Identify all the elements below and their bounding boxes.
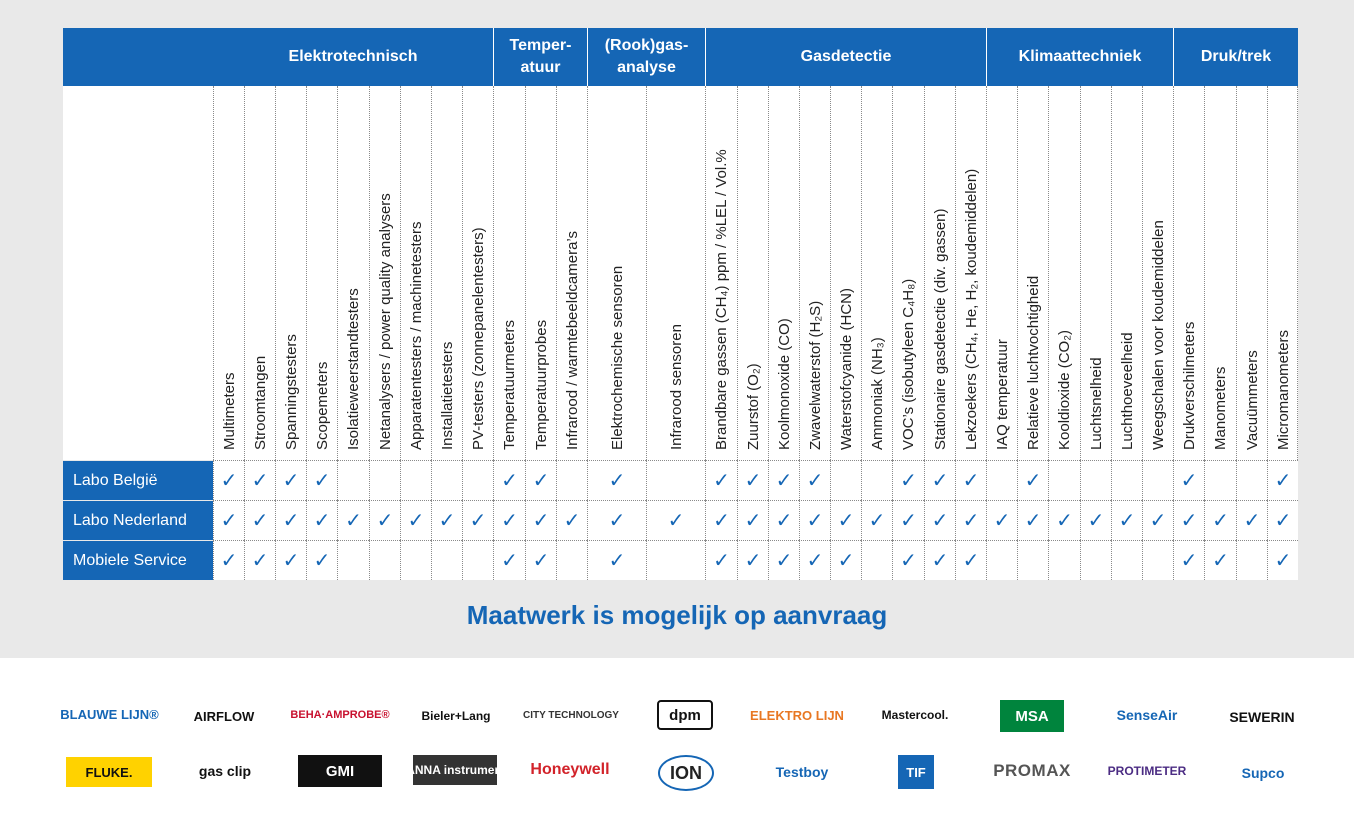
city-technology-logo: CITY TECHNOLOGY — [523, 709, 619, 721]
checkmark-icon: ✓ — [532, 510, 550, 532]
honeywell-logo: Honeywell — [530, 761, 610, 778]
category-label: Elektrotechnisch — [288, 48, 418, 65]
header-corner-white — [63, 86, 213, 460]
matrix-cell — [556, 540, 587, 580]
category-header — [986, 28, 1173, 86]
matrix-cell — [986, 460, 1017, 500]
column-label: Netanalysers / power quality analysers — [377, 193, 394, 450]
checkmark-icon: ✓ — [931, 550, 949, 572]
checkmark-icon: ✓ — [806, 470, 824, 492]
column-header — [400, 86, 431, 460]
matrix-cell — [1080, 460, 1111, 500]
checkmark-icon: ✓ — [775, 550, 793, 572]
matrix-cell — [1017, 540, 1048, 580]
checkmark-icon: ✓ — [962, 550, 980, 572]
column-label: Stationaire gasdetectie (div. gassen) — [932, 208, 949, 450]
category-label: Temper- atuur — [509, 37, 572, 76]
matrix-cell — [337, 540, 369, 580]
column-label: Installatietesters — [439, 341, 456, 450]
matrix-cell — [493, 460, 525, 500]
checkmark-icon: ✓ — [993, 510, 1011, 532]
category-header — [587, 28, 705, 86]
matrix-cell — [955, 500, 986, 540]
column-header — [892, 86, 924, 460]
checkmark-icon: ✓ — [806, 550, 824, 572]
column-header — [556, 86, 587, 460]
column-label: Relatieve luchtvochtigheid — [1025, 275, 1042, 450]
matrix-cell — [525, 460, 556, 500]
matrix-cell — [1017, 500, 1048, 540]
matrix-cell — [213, 460, 244, 500]
matrix-cell — [306, 500, 337, 540]
matrix-cell — [799, 540, 830, 580]
column-label: Isolatieweerstandtesters — [345, 288, 362, 450]
checkmark-icon: ✓ — [251, 510, 269, 532]
matrix-cell — [768, 460, 799, 500]
matrix-cell — [587, 540, 646, 580]
matrix-cell — [861, 460, 892, 500]
category-header — [1173, 28, 1298, 86]
matrix-cell — [705, 540, 737, 580]
checkmark-icon: ✓ — [931, 510, 949, 532]
matrix-cell — [462, 500, 493, 540]
gmi-logo: GMI — [298, 755, 382, 787]
checkmark-icon: ✓ — [220, 550, 238, 572]
column-header — [462, 86, 493, 460]
matrix-cell — [737, 500, 768, 540]
matrix-cell — [275, 540, 306, 580]
column-header — [861, 86, 892, 460]
sewerin-logo: SEWERIN — [1229, 709, 1295, 725]
column-header — [1236, 86, 1267, 460]
matrix-cell — [986, 500, 1017, 540]
airflow-logo: AIRFLOW — [193, 708, 255, 724]
column-header — [306, 86, 337, 460]
checkmark-icon: ✓ — [376, 510, 394, 532]
matrix-cell — [768, 500, 799, 540]
matrix-cell — [275, 500, 306, 540]
column-label: Brandbare gassen (CH₄) ppm / %LEL / Vol.% — [713, 149, 730, 450]
row-label: Labo Nederland — [63, 501, 213, 540]
column-header — [986, 86, 1017, 460]
checkmark-icon: ✓ — [1212, 510, 1229, 532]
column-label: IAQ temperatuur — [994, 339, 1011, 450]
matrix-cell — [924, 460, 955, 500]
checkmark-icon: ✓ — [1180, 550, 1198, 572]
matrix-cell — [369, 540, 400, 580]
checkmark-icon: ✓ — [713, 550, 730, 572]
ion-logo: ION — [658, 755, 714, 791]
checkmark-icon: ✓ — [313, 470, 331, 492]
matrix-cell — [525, 540, 556, 580]
checkmark-icon: ✓ — [837, 550, 855, 572]
matrix-cell — [892, 460, 924, 500]
checkmark-icon: ✓ — [931, 470, 949, 492]
column-label: Manometers — [1212, 366, 1229, 450]
matrix-cell — [369, 500, 400, 540]
checkmark-icon: ✓ — [220, 470, 238, 492]
checkmark-icon: ✓ — [1274, 470, 1292, 492]
category-label: Gasdetectie — [800, 48, 892, 65]
column-header — [1048, 86, 1080, 460]
checkmark-icon: ✓ — [667, 510, 685, 532]
column-label: Infrarood sensoren — [668, 324, 685, 450]
blauwe-lijn-logo: BLAUWE LIJN® — [60, 706, 159, 722]
column-header — [525, 86, 556, 460]
checkmark-icon: ✓ — [608, 510, 626, 532]
column-header — [244, 86, 275, 460]
column-header — [275, 86, 306, 460]
matrix-cell — [768, 540, 799, 580]
checkmark-icon: ✓ — [1212, 550, 1229, 572]
matrix-cell — [955, 540, 986, 580]
matrix-cell — [525, 500, 556, 540]
column-label: VOC’s (isobutyleen C₄H₈) — [900, 278, 917, 450]
checkmark-icon: ✓ — [1024, 510, 1042, 532]
matrix-cell — [799, 460, 830, 500]
row-label: Mobiele Service — [63, 541, 213, 580]
category-label: Klimaattechniek — [1018, 48, 1142, 65]
row-label: Labo België — [63, 461, 213, 500]
hanna-instruments-logo: HANNA instruments — [413, 755, 497, 785]
matrix-cell — [1080, 500, 1111, 540]
column-label: Lekzoekers (CH₄, He, H₂, koudemiddelen) — [963, 168, 980, 450]
matrix-cell — [737, 540, 768, 580]
column-label: Multimeters — [221, 372, 238, 450]
matrix-cell — [556, 460, 587, 500]
column-label: Luchtsnelheid — [1088, 357, 1105, 450]
category-header — [705, 28, 986, 86]
matrix-cell — [431, 540, 462, 580]
checkmark-icon: ✓ — [313, 550, 331, 572]
column-header — [493, 86, 525, 460]
matrix-cell — [705, 500, 737, 540]
category-header — [493, 28, 587, 86]
matrix-cell — [1142, 540, 1173, 580]
matrix-cell — [955, 460, 986, 500]
checkmark-icon: ✓ — [775, 470, 793, 492]
matrix-cell — [244, 540, 275, 580]
checkmark-icon: ✓ — [744, 510, 762, 532]
matrix-cell — [861, 540, 892, 580]
matrix-cell — [1204, 500, 1236, 540]
matrix-cell — [1204, 540, 1236, 580]
matrix-cell — [462, 540, 493, 580]
column-header — [705, 86, 737, 460]
matrix-cell — [213, 540, 244, 580]
column-label: Temperatuurmeters — [501, 319, 518, 450]
testboy-logo: Testboy — [775, 764, 829, 780]
column-label: Temperatuurprobes — [533, 319, 550, 450]
column-label: Waterstofcyanide (HCN) — [838, 288, 855, 450]
category-label: Druk/trek — [1200, 48, 1272, 65]
header-corner — [63, 28, 213, 86]
matrix-cell — [1236, 540, 1267, 580]
matrix-cell — [1111, 540, 1142, 580]
protimeter-logo: PROTIMETER — [1107, 764, 1187, 778]
category-header — [213, 28, 493, 86]
column-header — [1080, 86, 1111, 460]
checkmark-icon: ✓ — [868, 510, 886, 532]
checkmark-icon: ✓ — [806, 510, 824, 532]
matrix-cell — [493, 540, 525, 580]
matrix-cell — [244, 460, 275, 500]
matrix-cell — [431, 460, 462, 500]
matrix-cell — [1142, 460, 1173, 500]
matrix-cell — [587, 500, 646, 540]
matrix-cell — [924, 540, 955, 580]
brand-logos-panel — [0, 658, 1354, 827]
checkmark-icon: ✓ — [407, 510, 425, 532]
matrix-cell — [892, 540, 924, 580]
matrix-cell — [1173, 540, 1204, 580]
column-label: Vacuümmeters — [1244, 350, 1261, 450]
matrix-cell — [1173, 460, 1204, 500]
column-header — [587, 86, 646, 460]
gas-clip-logo: gas clip — [198, 763, 252, 779]
column-header — [213, 86, 244, 460]
checkmark-icon: ✓ — [1180, 470, 1198, 492]
checkmark-icon: ✓ — [438, 510, 456, 532]
matrix-cell — [861, 500, 892, 540]
checkmark-icon: ✓ — [469, 510, 487, 532]
column-label: Drukverschilmeters — [1181, 321, 1198, 450]
matrix-cell — [1080, 540, 1111, 580]
checkmark-icon: ✓ — [501, 470, 518, 492]
matrix-cell — [213, 500, 244, 540]
checkmark-icon: ✓ — [900, 550, 917, 572]
tif-logo: TIF — [898, 755, 934, 789]
matrix-cell — [1048, 460, 1080, 500]
column-label: Micromanometers — [1275, 329, 1292, 450]
matrix-cell — [400, 540, 431, 580]
column-label: Stroomtangen — [252, 355, 269, 450]
matrix-cell — [646, 540, 705, 580]
checkmark-icon: ✓ — [608, 470, 626, 492]
matrix-cell — [369, 460, 400, 500]
matrix-cell — [986, 540, 1017, 580]
matrix-cell — [400, 500, 431, 540]
matrix-cell — [830, 540, 861, 580]
checkmark-icon: ✓ — [713, 510, 730, 532]
matrix-cell — [275, 460, 306, 500]
checkmark-icon: ✓ — [1180, 510, 1198, 532]
checkmark-icon: ✓ — [563, 510, 581, 532]
matrix-cell — [1111, 500, 1142, 540]
matrix-cell — [493, 500, 525, 540]
matrix-cell — [1267, 460, 1298, 500]
checkmark-icon: ✓ — [1243, 510, 1261, 532]
column-header — [924, 86, 955, 460]
column-header — [799, 86, 830, 460]
matrix-cell — [1267, 500, 1298, 540]
checkmark-icon: ✓ — [1087, 510, 1105, 532]
column-label: Luchthoeveelheid — [1119, 332, 1136, 450]
matrix-cell — [244, 500, 275, 540]
matrix-cell — [556, 500, 587, 540]
matrix-cell — [337, 500, 369, 540]
column-header — [1017, 86, 1048, 460]
checkmark-icon: ✓ — [900, 470, 917, 492]
tagline: Maatwerk is mogelijk op aanvraag — [466, 600, 888, 630]
checkmark-icon: ✓ — [775, 510, 793, 532]
column-label: Apparatentesters / machinetesters — [408, 221, 425, 450]
column-header — [768, 86, 799, 460]
checkmark-icon: ✓ — [1274, 550, 1292, 572]
column-label: PV-testers (zonnepanelentesters) — [470, 227, 487, 450]
checkmark-icon: ✓ — [282, 550, 300, 572]
category-label: (Rook)gas- analyse — [604, 37, 689, 76]
column-label: Weegschalen voor koudemiddelen — [1150, 220, 1167, 450]
senseair-logo: SenseAir — [1116, 707, 1178, 723]
column-header — [1204, 86, 1236, 460]
matrix-cell — [1142, 500, 1173, 540]
checkmark-icon: ✓ — [837, 510, 855, 532]
checkmark-icon: ✓ — [220, 510, 238, 532]
checkmark-icon: ✓ — [313, 510, 331, 532]
checkmark-icon: ✓ — [501, 550, 518, 572]
matrix-cell — [799, 500, 830, 540]
checkmark-icon: ✓ — [1149, 510, 1167, 532]
column-label: Infrarood / warmtebeeldcamera’s — [564, 231, 581, 450]
column-label: Spanningstesters — [283, 334, 300, 450]
checkmark-icon: ✓ — [251, 470, 269, 492]
checkmark-icon: ✓ — [1274, 510, 1292, 532]
column-label: Koolmonoxide (CO) — [776, 318, 793, 450]
matrix-cell — [705, 460, 737, 500]
column-label: Scopemeters — [314, 361, 331, 450]
checkmark-icon: ✓ — [608, 550, 626, 572]
matrix-cell — [924, 500, 955, 540]
checkmark-icon: ✓ — [345, 510, 362, 532]
column-header — [1173, 86, 1204, 460]
column-header — [431, 86, 462, 460]
matrix-cell — [646, 500, 705, 540]
checkmark-icon: ✓ — [713, 470, 730, 492]
matrix-cell — [830, 500, 861, 540]
checkmark-icon: ✓ — [1024, 470, 1042, 492]
supco-logo: Supco — [1241, 765, 1285, 781]
matrix-cell — [1111, 460, 1142, 500]
mastercool-logo: Mastercool. — [881, 708, 949, 722]
column-header — [1142, 86, 1173, 460]
promax-logo: PROMAX — [993, 761, 1071, 780]
dpm-logo: dpm — [657, 700, 713, 730]
matrix-cell — [892, 500, 924, 540]
checkmark-icon: ✓ — [251, 550, 269, 572]
column-header — [955, 86, 986, 460]
matrix-cell — [1236, 460, 1267, 500]
matrix-cell — [830, 460, 861, 500]
column-label: Ammoniak (NH₃) — [869, 337, 886, 450]
matrix-cell — [1017, 460, 1048, 500]
checkmark-icon: ✓ — [1118, 510, 1136, 532]
column-header — [830, 86, 861, 460]
matrix-cell — [400, 460, 431, 500]
checkmark-icon: ✓ — [501, 510, 518, 532]
fluke-logo: FLUKE. — [66, 757, 152, 787]
checkmark-icon: ✓ — [282, 510, 300, 532]
matrix-cell — [337, 460, 369, 500]
column-label: Elektrochemische sensoren — [609, 265, 626, 450]
msa-logo: MSA — [1000, 700, 1064, 732]
column-header — [1111, 86, 1142, 460]
matrix-cell — [646, 460, 705, 500]
matrix-cell — [1267, 540, 1298, 580]
matrix-cell — [462, 460, 493, 500]
checkmark-icon: ✓ — [962, 470, 980, 492]
checkmark-icon: ✓ — [962, 510, 980, 532]
column-header — [646, 86, 705, 460]
matrix-cell — [737, 460, 768, 500]
beha-amprobe-logo: BEHA·AMPROBE® — [290, 709, 390, 721]
matrix-cell — [431, 500, 462, 540]
checkmark-icon: ✓ — [282, 470, 300, 492]
column-header — [369, 86, 400, 460]
matrix-cell — [1236, 500, 1267, 540]
checkmark-icon: ✓ — [532, 470, 550, 492]
column-label: Kooldioxide (CO₂) — [1056, 329, 1073, 450]
checkmark-icon: ✓ — [900, 510, 917, 532]
matrix-cell — [306, 540, 337, 580]
matrix-cell — [587, 460, 646, 500]
column-header — [1267, 86, 1298, 460]
matrix-cell — [1048, 500, 1080, 540]
column-label: Zwavelwaterstof (H₂S) — [807, 300, 824, 450]
column-header — [337, 86, 369, 460]
checkmark-icon: ✓ — [1056, 510, 1073, 532]
checkmark-icon: ✓ — [744, 470, 762, 492]
elektro-lijn-logo: ELEKTRO LIJN — [750, 707, 844, 723]
matrix-cell — [1204, 460, 1236, 500]
matrix-cell — [1173, 500, 1204, 540]
column-label: Zuurstof (O₂) — [745, 363, 762, 450]
checkmark-icon: ✓ — [744, 550, 762, 572]
column-header — [737, 86, 768, 460]
matrix-cell — [306, 460, 337, 500]
bieler-lang-logo: Bieler+Lang — [421, 709, 491, 723]
checkmark-icon: ✓ — [532, 550, 550, 572]
matrix-cell — [1048, 540, 1080, 580]
